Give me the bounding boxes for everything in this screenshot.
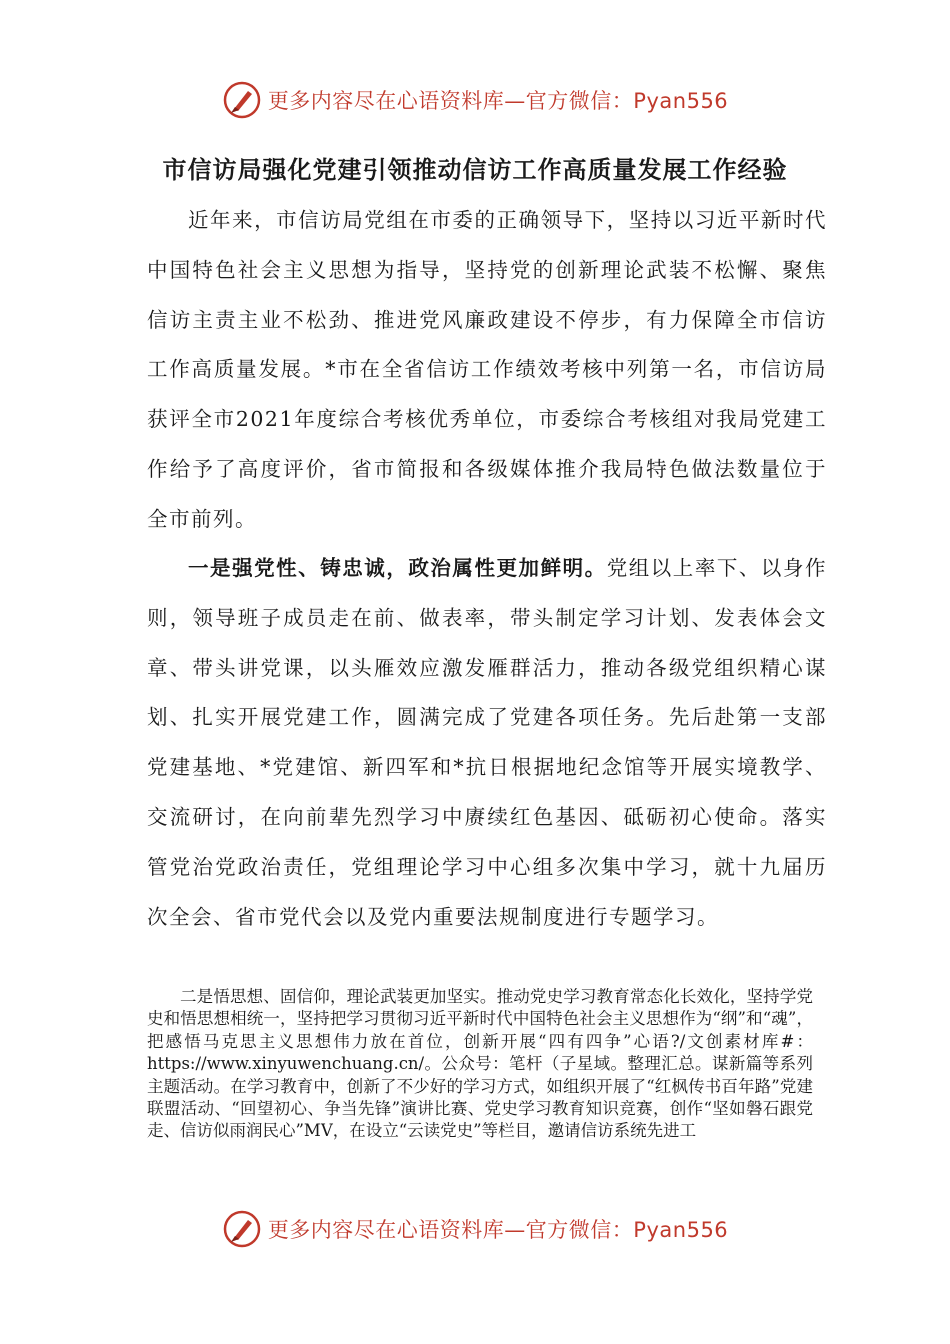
section-one-body: 党组以上率下、以身作则，领导班子成员走在前、做表率，带头制定学习计划、发表体会文章、带头讲党课，以头雁效应激发雁群活力，推动各级党组织精心谋划、扎实开展党建工作，圆满完成了党建各项任务。先后赴第一支部党建基地、*党建馆、新四军和*抗日根据地纪念馆等开展实境教学、交流研讨，在向前辈先烈学习中赓续红色基因、砥砺初心使命。落实管党治党政治责任，党组理论学习中心组多次集中学习，就十九届历次全会、省市党代会以及党内重要法规制度进行专题学习。 — [147, 556, 828, 929]
section-one-lead: 一是强党性、铸忠诚，政治属性更加鲜明。 — [188, 556, 607, 580]
watermark-banner-bottom — [0, 1207, 950, 1251]
watermark-text: 更多内容尽在心语资料库—官方微信：Pyan556 — [267, 1218, 729, 1242]
section-two-paragraph: 二是悟思想、固信仰，理论武装更加坚实。推动党史学习教育常态化长效化，坚持学党史和悟思想相统一，坚持把学习贯彻习近平新时代中国特色社会主义思想作为“纲”和“魂”，把感悟马克思主义思想伟力放在首位，创新开展“四有四争”心语?/文创素材库#：https://www.xinyuwenchuang.cn/。公众号：笔杆（子星域。整理汇总。谋新篇等系列主题活动。在学习教育中，创新了不少好的学习方式，如组织开展了“红枫传书百年路”党建联盟活动、“回望初心、争当先锋”演讲比赛、党史学习教育知识竞赛，创作“坚如磐石跟党走、信访似雨润民心”MV，在设立“云读党史”等栏目，邀请信访系统先进工 — [147, 987, 813, 1141]
document-title: 市信访局强化党建引领推动信访工作高质量发展工作经验 — [162, 155, 788, 184]
intro-paragraph: 近年来，市信访局党组在市委的正确领导下，坚持以习近平新时代中国特色社会主义思想为指导，坚持党的创新理论武装不松懈、聚焦信访主责主业不松劲、推进党风廉政建设不停步，有力保障全市信访工作高质量发展。*市在全省信访工作绩效考核中列第一名，市信访局获评全市2021年度综合考核优秀单位，市委综合考核组对我局党建工作给予了高度评价，省市简报和各级媒体推介我局特色做法数量位于全市前列。 — [147, 208, 827, 531]
watermark-banner-top — [0, 78, 950, 122]
watermark-text: 更多内容尽在心语资料库—官方微信：Pyan556 — [267, 89, 729, 113]
pen-nib-logo-icon — [222, 1209, 262, 1249]
section-one-paragraph — [147, 544, 827, 942]
pen-nib-logo-icon — [222, 80, 262, 120]
